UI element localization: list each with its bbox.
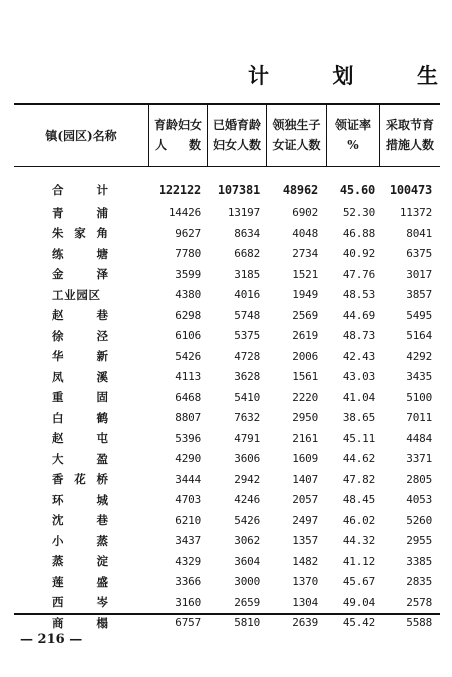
town-name	[14, 553, 148, 569]
town-name-text: 西 岑	[52, 595, 108, 610]
women-cell: 3160	[175, 595, 201, 609]
table-row	[14, 613, 440, 634]
cert-cell: 2497	[292, 513, 318, 527]
cert-cell: 2006	[292, 349, 318, 363]
measures-cell: 5588	[406, 616, 432, 630]
women-cell: 4290	[175, 452, 201, 466]
town-name-text: 徐 泾	[52, 328, 108, 343]
women-cell: 6106	[175, 329, 201, 343]
table-row	[14, 428, 440, 449]
header-married	[207, 105, 266, 166]
table-row	[14, 285, 440, 306]
cert-cell: 2639	[292, 616, 318, 630]
town-name-text: 凤 溪	[52, 369, 108, 384]
cert-cell: 1370	[292, 575, 318, 589]
town-name-text: 小 蒸	[52, 533, 108, 548]
married-cell: 3062	[234, 534, 260, 548]
header-rate-line2: %	[347, 138, 359, 152]
total-row	[14, 180, 440, 201]
cert-cell: 1561	[292, 370, 318, 384]
town-name	[14, 369, 148, 385]
rate-cell: 49.04	[342, 595, 375, 609]
cert-cell: 1357	[292, 534, 318, 548]
section-title-char: 生	[417, 63, 438, 88]
rate-cell: 40.92	[342, 247, 375, 261]
table-row	[14, 551, 440, 572]
women-cell: 4329	[175, 554, 201, 568]
rate-cell: 43.03	[342, 370, 375, 384]
header-measures	[379, 105, 440, 166]
measures-cell: 3017	[406, 267, 432, 281]
cert-cell: 2619	[292, 329, 318, 343]
women-cell: 5396	[175, 431, 201, 445]
measures-cell: 4053	[406, 493, 432, 507]
town-name	[14, 410, 148, 426]
town-name-text: 大 盈	[52, 451, 108, 466]
town-name	[14, 594, 148, 610]
table-row	[14, 469, 440, 490]
town-name	[14, 574, 148, 590]
married-cell: 5810	[234, 616, 260, 630]
town-name	[14, 205, 148, 221]
women-cell: 4380	[175, 288, 201, 302]
table-row	[14, 346, 440, 367]
town-name	[14, 430, 148, 446]
town-name	[14, 307, 148, 323]
town-name-text: 莲 盛	[52, 574, 108, 589]
women-cell: 4703	[175, 493, 201, 507]
header-name-label: 镇(园区)名称	[45, 128, 117, 143]
cert-cell: 1407	[292, 472, 318, 486]
header-rate	[326, 105, 379, 166]
women-cell: 8807	[175, 411, 201, 425]
married-cell: 5748	[234, 308, 260, 322]
table-row	[14, 490, 440, 511]
married-cell: 4246	[234, 493, 260, 507]
town-name-text: 重 固	[52, 390, 108, 405]
town-name-text: 青 浦	[52, 205, 108, 220]
town-name	[14, 389, 148, 405]
measures-cell: 3857	[406, 288, 432, 302]
rate-cell: 45.67	[342, 575, 375, 589]
cert-cell: 2569	[292, 308, 318, 322]
town-name	[14, 246, 148, 262]
town-name-text: 沈 巷	[52, 513, 108, 528]
page-number: — 216 —	[20, 632, 83, 647]
town-name	[14, 492, 148, 508]
town-name	[14, 615, 148, 631]
rate-cell: 46.88	[342, 226, 375, 240]
women-cell: 6210	[175, 513, 201, 527]
measures-cell: 3385	[406, 554, 432, 568]
measures-cell: 5260	[406, 513, 432, 527]
table-row	[14, 203, 440, 224]
cert-cell: 2161	[292, 431, 318, 445]
table-row	[14, 305, 440, 326]
measures-cell: 5495	[406, 308, 432, 322]
town-name	[14, 287, 148, 303]
women-cell: 3599	[175, 267, 201, 281]
cert-cell: 1609	[292, 452, 318, 466]
women-cell: 6298	[175, 308, 201, 322]
measures-cell: 4292	[406, 349, 432, 363]
town-name	[14, 451, 148, 467]
measures-cell: 6375	[406, 247, 432, 261]
town-name	[14, 533, 148, 549]
women-cell: 3366	[175, 575, 201, 589]
town-name-text: 环 城	[52, 492, 108, 507]
married-cell: 3604	[234, 554, 260, 568]
town-name	[14, 266, 148, 282]
women-cell: 3437	[175, 534, 201, 548]
rate-cell: 44.32	[342, 534, 375, 548]
married-cell: 7632	[234, 411, 260, 425]
header-married-line1: 已婚育龄	[212, 118, 261, 132]
rate-cell: 38.65	[342, 411, 375, 425]
measures-cell: 4484	[406, 431, 432, 445]
measures-cell: 11372	[399, 206, 432, 220]
cert-cell: 1304	[292, 595, 318, 609]
cert-cell: 2950	[292, 411, 318, 425]
measures-cell: 2955	[406, 534, 432, 548]
rate-cell: 46.02	[342, 513, 375, 527]
married-cell: 5426	[234, 513, 260, 527]
table-row	[14, 531, 440, 552]
table-row	[14, 326, 440, 347]
table-bottom-rule	[14, 613, 440, 615]
town-name	[14, 348, 148, 364]
town-name-text: 赵 巷	[52, 308, 108, 323]
women-cell: 3444	[175, 472, 201, 486]
rate-cell: 41.12	[342, 554, 375, 568]
header-name	[14, 105, 148, 166]
header-cert-line1: 领独生子	[272, 118, 321, 132]
measures-cell: 2578	[406, 595, 432, 609]
town-name	[14, 182, 148, 198]
measures-cell: 8041	[406, 226, 432, 240]
header-bottom-rule	[14, 166, 440, 167]
town-name-text: 商 榻	[52, 615, 108, 630]
rate-cell: 47.82	[342, 472, 375, 486]
table-row	[14, 449, 440, 470]
married-cell: 3606	[234, 452, 260, 466]
measures-cell: 2805	[406, 472, 432, 486]
rate-cell: 52.30	[342, 206, 375, 220]
section-title	[248, 60, 438, 90]
town-name	[14, 225, 148, 241]
cert-cell: 4048	[292, 226, 318, 240]
cert-cell: 2057	[292, 493, 318, 507]
measures-cell: 5100	[406, 390, 432, 404]
women-cell: 14426	[168, 206, 201, 220]
married-cell: 3185	[234, 267, 260, 281]
header-rate-line1: 领证率	[334, 118, 371, 132]
married-cell: 3000	[234, 575, 260, 589]
women-cell: 6468	[175, 390, 201, 404]
section-title-char: 计	[248, 63, 269, 88]
table-header	[14, 105, 440, 166]
women-cell: 9627	[175, 226, 201, 240]
married-cell: 2942	[234, 472, 260, 486]
table-row	[14, 264, 440, 285]
rate-cell: 45.60	[339, 183, 375, 198]
women-cell: 7780	[175, 247, 201, 261]
measures-cell: 7011	[406, 411, 432, 425]
town-name-text: 蒸 淀	[52, 554, 108, 569]
town-name-text: 赵 屯	[52, 431, 108, 446]
measures-cell: 3371	[406, 452, 432, 466]
header-cert	[266, 105, 326, 166]
cert-cell: 48962	[282, 183, 318, 198]
table-row	[14, 408, 440, 429]
header-women-line2a: 人	[155, 138, 168, 152]
town-name-text: 华 新	[52, 349, 108, 364]
header-women	[148, 105, 207, 166]
rate-cell: 41.04	[342, 390, 375, 404]
women-cell: 122122	[158, 183, 201, 198]
married-cell: 4728	[234, 349, 260, 363]
married-cell: 107381	[217, 183, 260, 198]
married-cell: 8634	[234, 226, 260, 240]
town-name	[14, 471, 148, 487]
rate-cell: 47.76	[342, 267, 375, 281]
header-married-line2: 妇女人数	[212, 138, 261, 152]
section-title-char: 划	[332, 63, 354, 88]
table-row	[14, 244, 440, 265]
town-name-text: 练 塘	[52, 246, 108, 261]
measures-cell: 2835	[406, 575, 432, 589]
rate-cell: 44.69	[342, 308, 375, 322]
header-women-line1: 育龄妇女	[153, 118, 202, 132]
town-name-text: 白 鹤	[52, 410, 108, 425]
table-row	[14, 367, 440, 388]
town-name	[14, 512, 148, 528]
married-cell: 4016	[234, 288, 260, 302]
women-cell: 4113	[175, 370, 201, 384]
header-measures-line2: 措施人数	[385, 138, 434, 152]
married-cell: 2659	[234, 595, 260, 609]
rate-cell: 48.53	[342, 288, 375, 302]
header-cert-line2: 女证人数	[272, 138, 321, 152]
married-cell: 3628	[234, 370, 260, 384]
measures-cell: 100473	[389, 183, 432, 198]
cert-cell: 1949	[292, 288, 318, 302]
married-cell: 13197	[227, 206, 260, 220]
rate-cell: 45.42	[342, 616, 375, 630]
header-women-line2b: 数	[188, 138, 201, 152]
women-cell: 6757	[175, 616, 201, 630]
table-row	[14, 223, 440, 244]
header-measures-line1: 采取节育	[385, 118, 434, 132]
cert-cell: 2734	[292, 247, 318, 261]
cert-cell: 2220	[292, 390, 318, 404]
rate-cell: 48.73	[342, 329, 375, 343]
table-body	[14, 180, 440, 633]
table-row	[14, 572, 440, 593]
rate-cell: 44.62	[342, 452, 375, 466]
married-cell: 5375	[234, 329, 260, 343]
married-cell: 4791	[234, 431, 260, 445]
table-row	[14, 387, 440, 408]
town-name-text: 朱 家 角	[52, 226, 108, 241]
rate-cell: 42.43	[342, 349, 375, 363]
town-name-text: 工 业 园 区	[52, 287, 100, 302]
cert-cell: 1482	[292, 554, 318, 568]
town-name	[14, 328, 148, 344]
married-cell: 5410	[234, 390, 260, 404]
married-cell: 6682	[234, 247, 260, 261]
rate-cell: 45.11	[342, 431, 375, 445]
table-row	[14, 592, 440, 613]
measures-cell: 5164	[406, 329, 432, 343]
town-name-text: 香 花 桥	[52, 472, 108, 487]
rate-cell: 48.45	[342, 493, 375, 507]
cert-cell: 6902	[292, 206, 318, 220]
women-cell: 5426	[175, 349, 201, 363]
town-name-text: 金 泽	[52, 267, 108, 282]
cert-cell: 1521	[292, 267, 318, 281]
measures-cell: 3435	[406, 370, 432, 384]
town-name-text: 合 计	[52, 183, 108, 198]
table-row	[14, 510, 440, 531]
